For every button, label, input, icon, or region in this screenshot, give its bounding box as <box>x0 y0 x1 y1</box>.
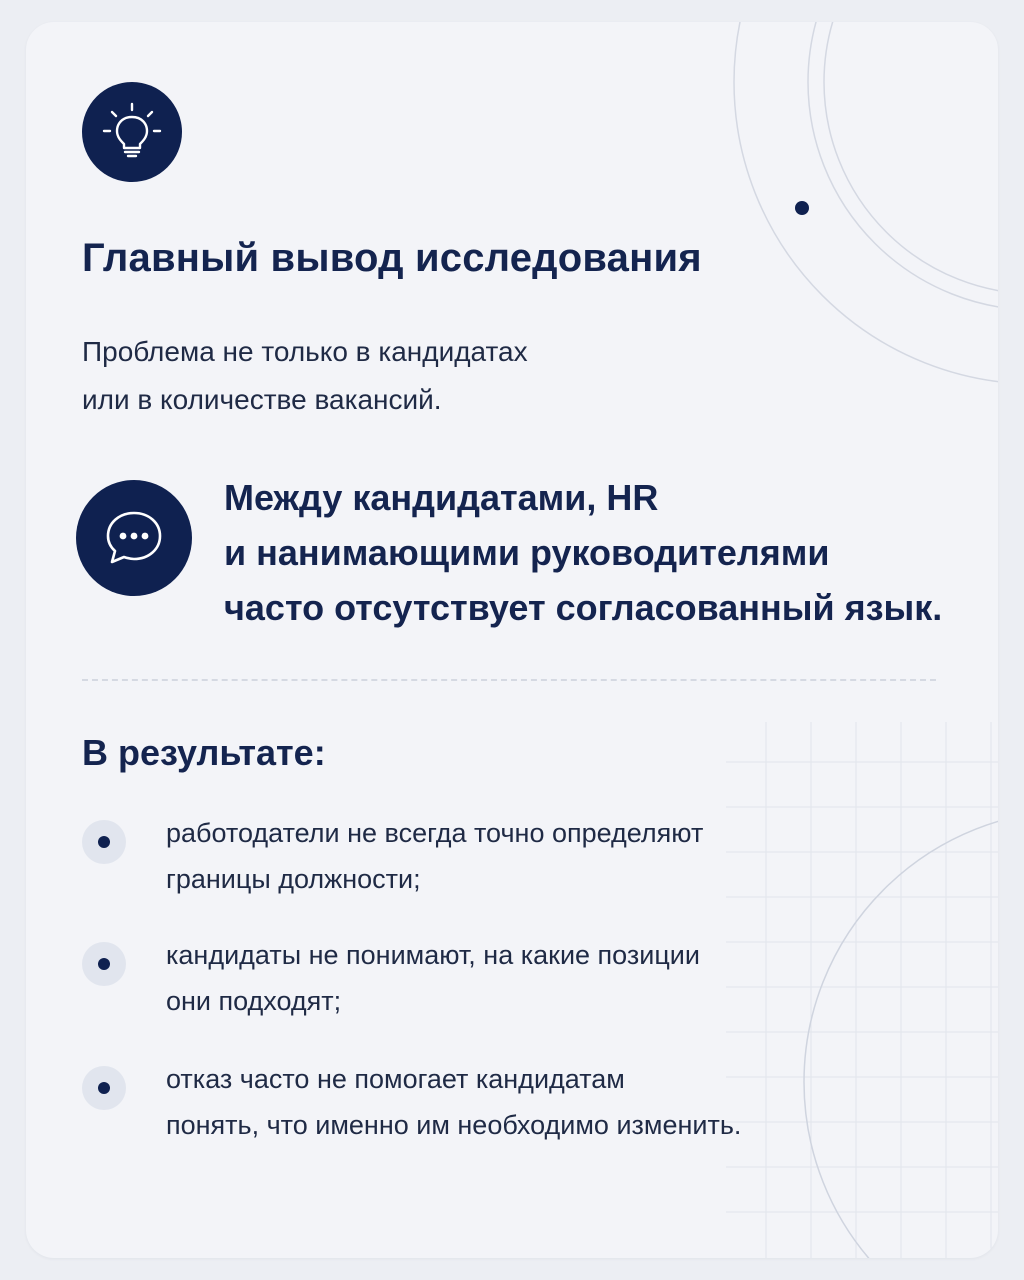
decorative-grid <box>726 722 998 1258</box>
list-item-line: кандидаты не понимают, на какие позиции <box>166 940 700 970</box>
lightbulb-icon <box>82 82 182 182</box>
decorative-orbit-arcs <box>734 22 998 384</box>
bullet-dot-icon <box>82 942 126 986</box>
list-item-line: отказ часто не помогает кандидатам <box>166 1064 625 1094</box>
list-item-text <box>166 810 703 902</box>
decorative-orbit-dot <box>795 201 809 215</box>
page-title: Главный вывод исследования <box>82 236 702 280</box>
list-item-line: они подходят; <box>166 986 342 1016</box>
dashed-divider <box>82 679 936 681</box>
list-item-line: границы должности; <box>166 864 421 894</box>
key-insight-line: и нанимающими руководителями <box>224 532 830 573</box>
key-insight-line: часто отсутствует согласованный язык. <box>224 587 943 628</box>
list-item-text <box>166 932 700 1024</box>
intro-text <box>82 328 528 424</box>
intro-line: или в количестве вакансий. <box>82 384 442 415</box>
bullet-dot-icon <box>82 820 126 864</box>
list-item-text <box>166 1056 741 1148</box>
list-item-line: работодатели не всегда точно определяют <box>166 818 704 848</box>
key-insight-line: Между кандидатами, HR <box>224 477 659 518</box>
chat-bubble-icon <box>76 480 192 596</box>
decorative-corner-arc <box>804 810 998 1258</box>
list-item-line: понять, что именно им необходимо изменить. <box>166 1110 742 1140</box>
key-insight-text <box>224 470 942 635</box>
bullet-dot-icon <box>82 1066 126 1110</box>
intro-line: Проблема не только в кандидатах <box>82 336 528 367</box>
insight-card <box>26 22 998 1258</box>
results-heading: В результате: <box>82 732 326 773</box>
